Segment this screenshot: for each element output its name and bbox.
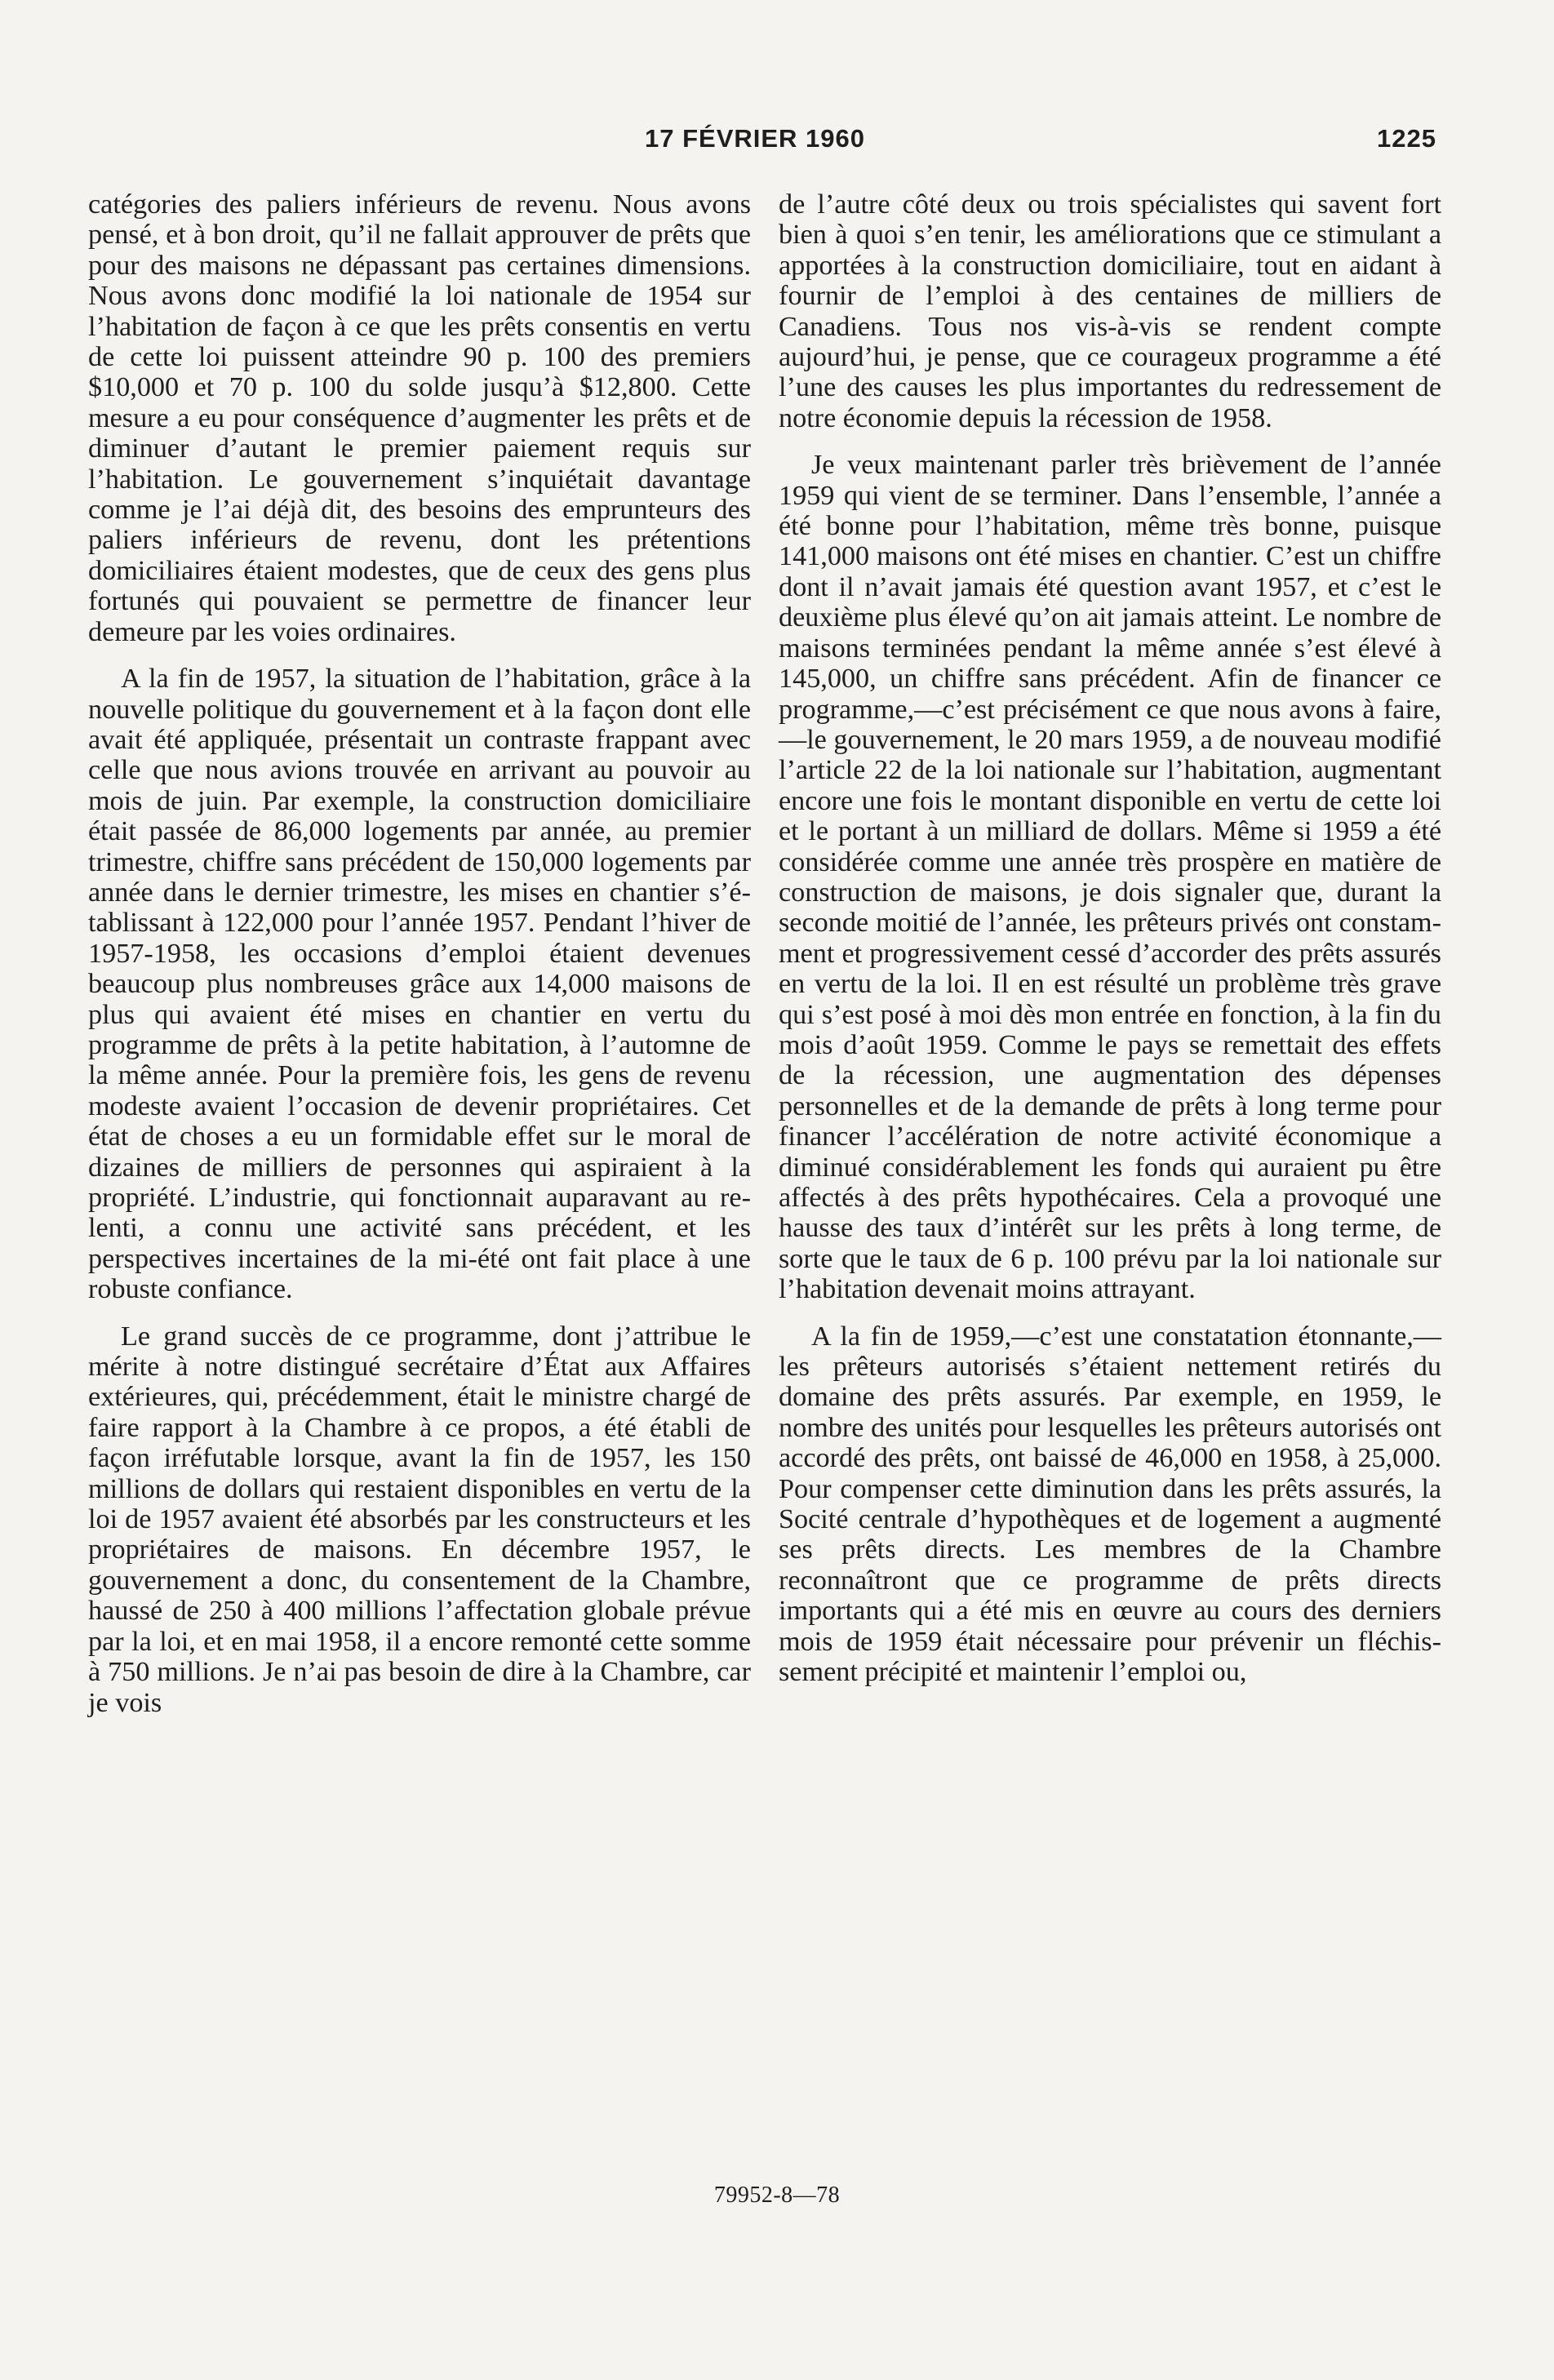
left-column — [88, 189, 751, 1734]
paragraph: Je veux maintenant parler très brièvement de l’année 1959 qui vient de se terminer. Dans l’ensemble, l’année a été bonne pour l’habitation, même très bonne, puisque 141,000 maisons ont été mises en chantier. C’est un chiffre dont il n’avait jamais été question avant 1957, et c’est le deuxième plus élevé qu’on ait jamais atteint. Le nombre de maisons terminées pendant la même année s’est élevé à 145,000, un chiffre sans précédent. Afin de financer ce programme,—c’est précisément ce que nous avons à faire,—le gouvernement, le 20 mars 1959, a de nouveau modifié l’article 22 de la loi nationale sur l’habitation, augmentant encore une fois le montant disponible en vertu de cette loi et le portant à un milliard de dollars. Même si 1959 a été considérée comme une année très prospère en matière de construction de maisons, je dois signaler que, durant la seconde moitié de l’année, les prêteurs privés ont constamment et progressivement cessé d’accorder des prêts assurés en vertu de la loi. Il en est résulté un problème très grave qui s’est posé à moi dès mon entrée en fonction, à la fin du mois d’août 1959. Comme le pays se remettait des effets de la récession, une augmentation des dépenses personnelles et de la demande de prêts à long terme pour financer l’accélération de notre activité économique a diminué considérablement les fonds qui auraient pu être affectés à des prêts hypothécaires. Cela a provoqué une hausse des taux d’intérêt sur les prêts à long terme, de sorte que le taux de 6 p. 100 prévu par la loi nationale sur l’habitation devenait moins attrayant. — [779, 450, 1441, 1305]
page-footer-code: 79952-8—78 — [713, 2182, 841, 2208]
paragraph: A la fin de 1959,—c’est une constatation étonnante,—les prêteurs autorisés s’étaient nettement retirés du domaine des prêts assurés. Par exemple, en 1959, le nombre des unités pour lesquelles les prêteurs autorisés ont accordé des prêts, ont baissé de 46,000 en 1958, à 25,000. Pour compenser cette diminution dans les prêts assurés, la Socité centrale d’hypothèques et de logement a augmenté ses prêts directs. Les membres de la Chambre reconnaîtront que ce programme de prêts directs importants qui a été mis en œuvre au cours des derniers mois de 1959 était nécessaire pour prévenir un fléchissement précipité et maintenir l’emploi ou, — [779, 1321, 1441, 1688]
paragraph: de l’autre côté deux ou trois spécialistes qui savent fort bien à quoi s’en tenir, les améliorations que ce stimulant a apportées à la construction domiciliaire, tout en aidant à fournir de l’emploi à des centaines de milliers de Canadiens. Tous nos vis-à-vis se rendent compte aujourd’hui, je pense, que ce courageux programme a été l’une des causes les plus importantes du redressement de notre économie depuis la récession de 1958. — [779, 189, 1441, 433]
right-column — [779, 189, 1441, 1704]
paragraph: catégories des paliers inférieurs de revenu. Nous avons pensé, et à bon droit, qu’il ne fallait approuver de prêts que pour des maisons ne dépassant pas certaines dimensions. Nous avons donc modifié la loi nationale de 1954 sur l’habitation de façon à ce que les prêts consentis en vertu de cette loi puissent atteindre 90 p. 100 des premiers $10,000 et 70 p. 100 du solde jusqu’à $12,800. Cette mesure a eu pour conséquence d’augmenter les prêts et de diminuer d’autant le premier paiement requis sur l’habitation. Le gouvernement s’inquiétait davantage comme je l’ai déjà dit, des besoins des emprunteurs des paliers inférieurs de revenu, dont les prétentions domiciliaires étaient modestes, que de ceux des gens plus fortunés qui pouvaient se permettre de financer leur demeure par les voies ordinaires. — [88, 189, 751, 647]
header-date: 17 FÉVRIER 1960 — [645, 124, 866, 153]
paragraph: Le grand succès de ce programme, dont j’attribue le mérite à notre distingué secrétaire d’État aux Affaires extérieures, qui, précédemment, était le ministre chargé de faire rapport à la Chambre à ce propos, a été établi de façon irréfutable lorsque, avant la fin de 1957, les 150 millions de dollars qui restaient disponibles en vertu de la loi de 1957 avaient été absorbés par les constructeurs et les propriétaires de maisons. En décembre 1957, le gouvernement a donc, du consentement de la Chambre, haussé de 250 à 400 millions l’affectation globale prévue par la loi, et en mai 1958, il a encore remonté cette somme à 750 millions. Je n’ai pas besoin de dire à la Chambre, car je vois — [88, 1321, 751, 1718]
page-number: 1225 — [1377, 124, 1436, 153]
paragraph: A la fin de 1957, la situation de l’habitation, grâce à la nouvelle politique du gouvernement et à la façon dont elle avait été appliquée, présentait un contraste frappant avec celle que nous avions trouvée en arrivant au pouvoir au mois de juin. Par exemple, la construction domiciliaire était passée de 86,000 logements par année, au premier trimestre, chiffre sans précédent de 150,000 logements par année dans le dernier trimestre, les mises en chantier s’établissant à 122,000 pour l’année 1957. Pendant l’hiver de 1957-1958, les occasions d’emploi étaient devenues beaucoup plus nombreuses grâce aux 14,000 maisons de plus qui avaient été mises en chantier en vertu du programme de prêts à la petite habitation, à l’automne de la même année. Pour la première fois, les gens de revenu modeste avaient l’occasion de devenir propriétaires. Cet état de choses a eu un formidable effet sur le moral de dizaines de milliers de personnes qui aspiraient à la propriété. L’industrie, qui fonctionnait auparavant au relenti, a connu une activité sans précédent, et les perspectives incertaines de la mi-été ont fait place à une robuste confiance. — [88, 664, 751, 1305]
page-header — [645, 124, 1436, 173]
